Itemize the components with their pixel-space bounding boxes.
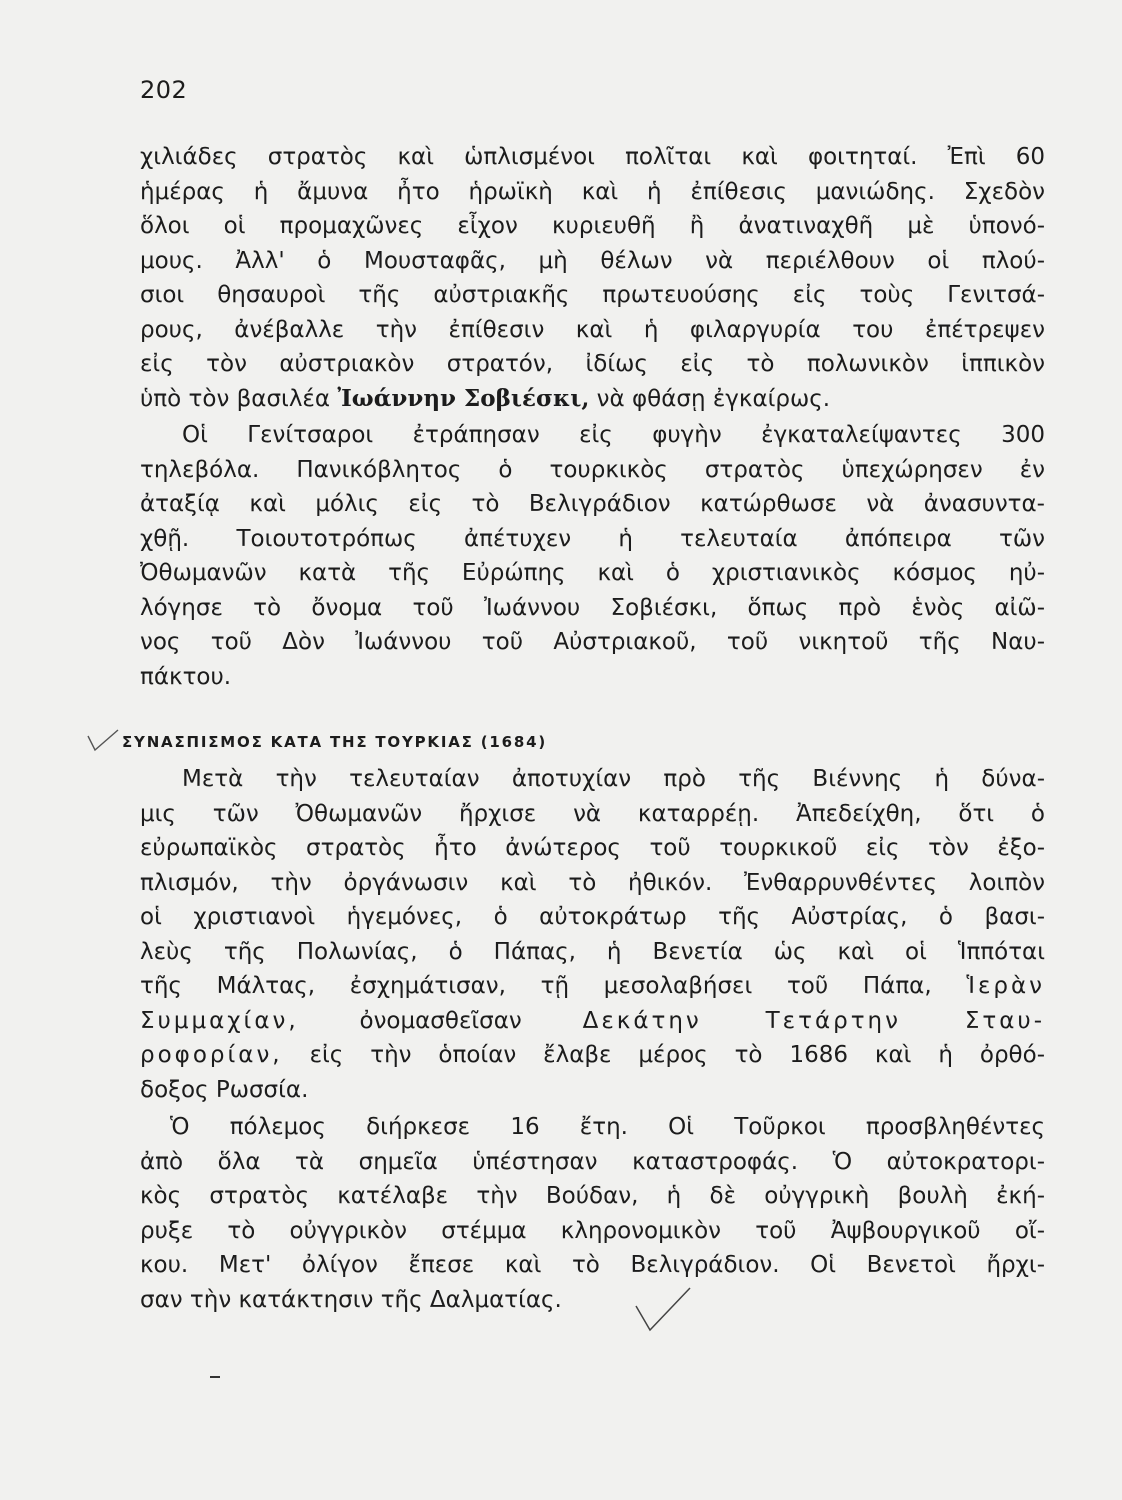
text-line: λεὺς τῆς Πολωνίας, ὁ Πάπας, ἡ Βενετία ὡς καὶ οἱ Ἱππόται	[140, 938, 1045, 965]
text-line: τηλεβόλα. Πανικόβλητος ὁ τουρκικὸς στρατὸς ὑπεχώρησεν ἐν	[140, 456, 1045, 483]
text-line	[140, 969, 1045, 1004]
text-line: σαν τὴν κατάκτησιν τῆς Δαλματίας.	[140, 1286, 562, 1313]
text-line: Οἱ Γενίτσαροι ἐτράπησαν εἰς φυγὴν ἐγκαταλείψαντες 300	[182, 422, 1045, 448]
text-line: πλισμόν, τὴν ὀργάνωσιν καὶ τὸ ἠθικόν. Ἐνθαρρυνθέντες λοιπὸν	[140, 869, 1045, 896]
text-line: ἡμέρας ἡ ἄμυνα ἦτο ἡρωϊκὴ καὶ ἡ ἐπίθεσις μανιώδης. Σχεδὸν	[140, 178, 1045, 205]
text-line: ρυξε τὸ οὐγγρικὸν στέμμα κληρονομικὸν τοῦ Ἀψβουργικοῦ οἴ-	[140, 1217, 1045, 1244]
text-line: Ὁ πόλεμος διήρκεσε 16 ἔτη. Οἱ Τοῦρκοι προσβληθέντες	[170, 1114, 1045, 1140]
text-fragment: νὰ φθάσῃ ἐγκαίρως.	[589, 385, 831, 412]
text-line: μους. Ἀλλ' ὁ Μουσταφᾶς, μὴ θέλων νὰ περιέλθουν οἱ πλού-	[140, 247, 1045, 274]
text-fragment: ὑπὸ τὸν βασιλέα	[140, 385, 338, 412]
text-line: ρους, ἀνέβαλλε τὴν ἐπίθεσιν καὶ ἡ φιλαργυρία του ἐπέτρεψεν	[140, 316, 1045, 343]
text-line	[140, 1004, 1045, 1039]
paragraph-2	[140, 418, 1045, 694]
text-line: εἰς τὸν αὐστριακὸν στρατόν, ἰδίως εἰς τὸ πολωνικὸν ἱππικὸν	[140, 351, 1045, 377]
text-line: ἀταξίᾳ καὶ μόλις εἰς τὸ Βελιγράδιον κατώρθωσε νὰ ἀνασυντα-	[140, 491, 1045, 517]
text-line: δοξος Ρωσσία.	[140, 1076, 309, 1103]
text-line: χθῇ. Τοιουτοτρόπως ἀπέτυχεν ἡ τελευταία ἀπόπειρα τῶν	[140, 525, 1045, 552]
spaced-text: ροφορίαν,	[140, 1042, 283, 1068]
text-line: μις τῶν Ὀθωμανῶν ἤρχισε νὰ καταρρέῃ. Ἀπεδείχθη, ὅτι ὁ	[140, 800, 1045, 827]
text-line: ἀπὸ ὅλα τὰ σημεῖα ὑπέστησαν καταστροφάς. Ὁ αὐτοκρατορι-	[140, 1148, 1045, 1175]
text-line	[140, 1038, 1045, 1073]
spaced-text: Συμμαχίαν,	[140, 1007, 299, 1034]
paragraph-4	[140, 1110, 1045, 1317]
paragraph-1	[140, 140, 1045, 416]
paragraph-3	[140, 762, 1045, 1107]
text-line: ὅλοι οἱ προμαχῶνες εἶχον κυριευθῆ ἢ ἀνατιναχθῆ μὲ ὑπονό-	[140, 213, 1045, 239]
page-number: 202	[140, 76, 188, 104]
text-line: πάκτου.	[140, 663, 232, 690]
text-line: Ὀθωμανῶν κατὰ τῆς Εὐρώπης καὶ ὁ χριστιανικὸς κόσμος ηὐ-	[140, 560, 1045, 586]
text-fragment: τῆς Μάλτας, ἐσχημάτισαν, τῇ μεσολαβήσει τοῦ Πάπα,	[140, 973, 932, 999]
spaced-text: Δεκάτην Τετάρτην Σταυ-	[582, 1007, 1045, 1034]
text-line: νος τοῦ Δὸν Ἰωάννου τοῦ Αὐστριακοῦ, τοῦ νικητοῦ τῆς Ναυ-	[140, 629, 1045, 655]
text-line: σιοι θησαυροὶ τῆς αὐστριακῆς πρωτευούσης εἰς τοὺς Γενιτσά-	[140, 282, 1045, 308]
text-line	[140, 382, 1045, 417]
check-mark-icon	[86, 728, 120, 754]
text-line: οἱ χριστιανοὶ ἡγεμόνες, ὁ αὐτοκράτωρ τῆς Αὐστρίας, ὁ βασι-	[140, 904, 1045, 930]
text-fragment: ὀνομασθεῖσαν	[298, 1007, 583, 1034]
stray-mark	[210, 1376, 220, 1378]
check-mark-icon	[634, 1286, 692, 1334]
text-line: λόγησε τὸ ὄνομα τοῦ Ἰωάννου Σοβιέσκι, ὅπως πρὸ ἑνὸς αἰῶ-	[140, 594, 1045, 621]
text-line: κὸς στρατὸς κατέλαβε τὴν Βούδαν, ἡ δὲ οὐγγρικὴ βουλὴ ἐκή-	[140, 1183, 1045, 1209]
section-heading: ΣΥΝΑΣΠΙΣΜΟΣ ΚΑΤΑ ΤΗΣ ΤΟΥΡΚΙΑΣ (1684)	[122, 733, 547, 751]
spaced-text: Ἱερὰν	[966, 973, 1045, 999]
text-fragment: εἰς τὴν ὁποίαν ἔλαβε μέρος τὸ 1686 καὶ ἡ ὀρθό-	[282, 1042, 1045, 1068]
text-line: κου. Μετ' ὀλίγον ἔπεσε καὶ τὸ Βελιγράδιον. Οἱ Βενετοὶ ἤρχι-	[140, 1252, 1045, 1278]
text-line: εὐρωπαϊκὸς στρατὸς ἦτο ἀνώτερος τοῦ τουρκικοῦ εἰς τὸν ἐξο-	[140, 835, 1045, 861]
bold-name: Ἰωάννην Σοβιέσκι,	[337, 384, 590, 412]
text-line: χιλιάδες στρατὸς καὶ ὡπλισμένοι πολῖται καὶ φοιτηταί. Ἐπὶ 60	[140, 144, 1045, 170]
text-line: Μετὰ τὴν τελευταίαν ἀποτυχίαν πρὸ τῆς Βιέννης ἡ δύνα-	[182, 766, 1045, 792]
